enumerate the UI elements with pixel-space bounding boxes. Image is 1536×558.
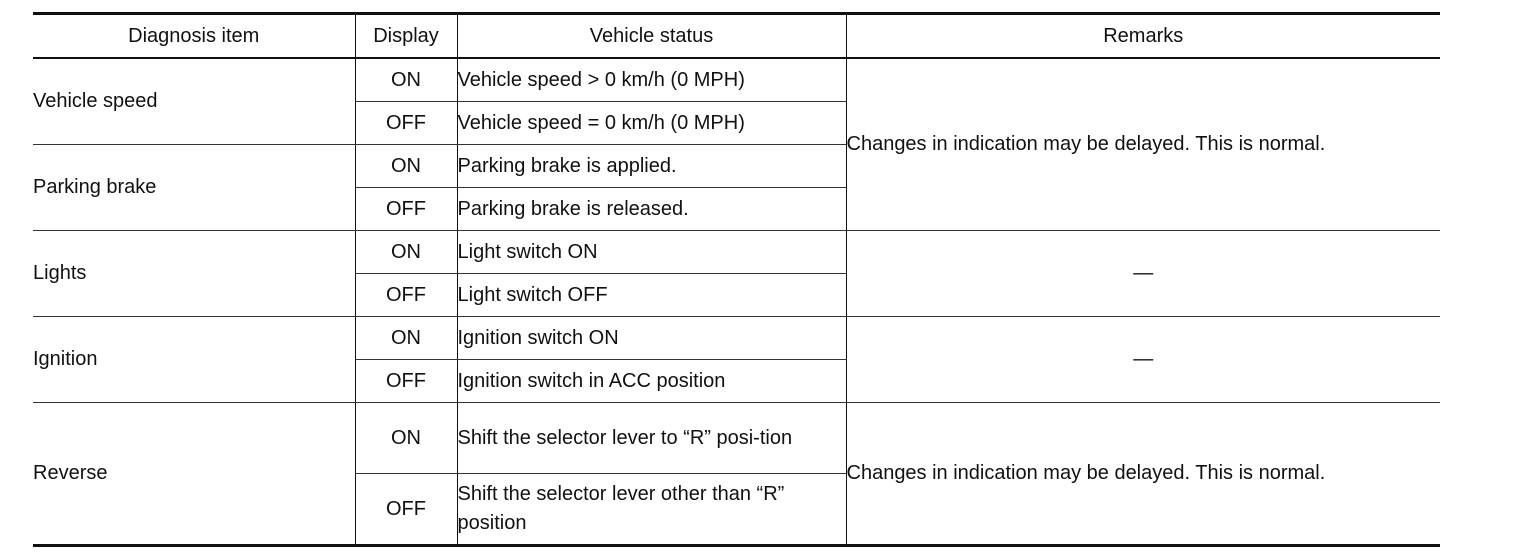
table-row (33, 58, 1440, 102)
item-lights: Lights (33, 231, 355, 317)
header-remarks: Remarks (846, 14, 1440, 59)
diagnosis-table (33, 12, 1440, 547)
item-vehicle-speed: Vehicle speed (33, 58, 355, 145)
display-cell: ON (355, 317, 457, 360)
table-row (33, 231, 1440, 274)
status-cell: Ignition switch ON (457, 317, 846, 360)
status-cell: Parking brake is released. (457, 188, 846, 231)
display-cell: ON (355, 231, 457, 274)
status-cell: Ignition switch in ACC position (457, 360, 846, 403)
status-cell: Shift the selector lever other than “R” position (457, 474, 846, 546)
status-cell: Vehicle speed > 0 km/h (0 MPH) (457, 58, 846, 102)
display-cell: OFF (355, 474, 457, 546)
status-cell: Light switch ON (457, 231, 846, 274)
status-cell: Light switch OFF (457, 274, 846, 317)
display-cell: ON (355, 403, 457, 474)
header-diagnosis-item: Diagnosis item (33, 14, 355, 59)
display-cell: OFF (355, 102, 457, 145)
item-ignition: Ignition (33, 317, 355, 403)
status-cell: Vehicle speed = 0 km/h (0 MPH) (457, 102, 846, 145)
remark-lights: — (846, 231, 1440, 317)
remark-speed-brake: Changes in indication may be delayed. This is normal. (846, 58, 1440, 231)
display-cell: OFF (355, 188, 457, 231)
header-vehicle-status: Vehicle status (457, 14, 846, 59)
display-cell: OFF (355, 274, 457, 317)
header-display: Display (355, 14, 457, 59)
display-cell: ON (355, 145, 457, 188)
item-reverse: Reverse (33, 403, 355, 546)
remark-reverse: Changes in indication may be delayed. This is normal. (846, 403, 1440, 546)
display-cell: OFF (355, 360, 457, 403)
header-row (33, 14, 1440, 59)
status-cell: Shift the selector lever to “R” posi-tion (457, 403, 846, 474)
table-row (33, 403, 1440, 474)
table-row (33, 317, 1440, 360)
display-cell: ON (355, 58, 457, 102)
item-parking-brake: Parking brake (33, 145, 355, 231)
status-cell: Parking brake is applied. (457, 145, 846, 188)
remark-ignition: — (846, 317, 1440, 403)
